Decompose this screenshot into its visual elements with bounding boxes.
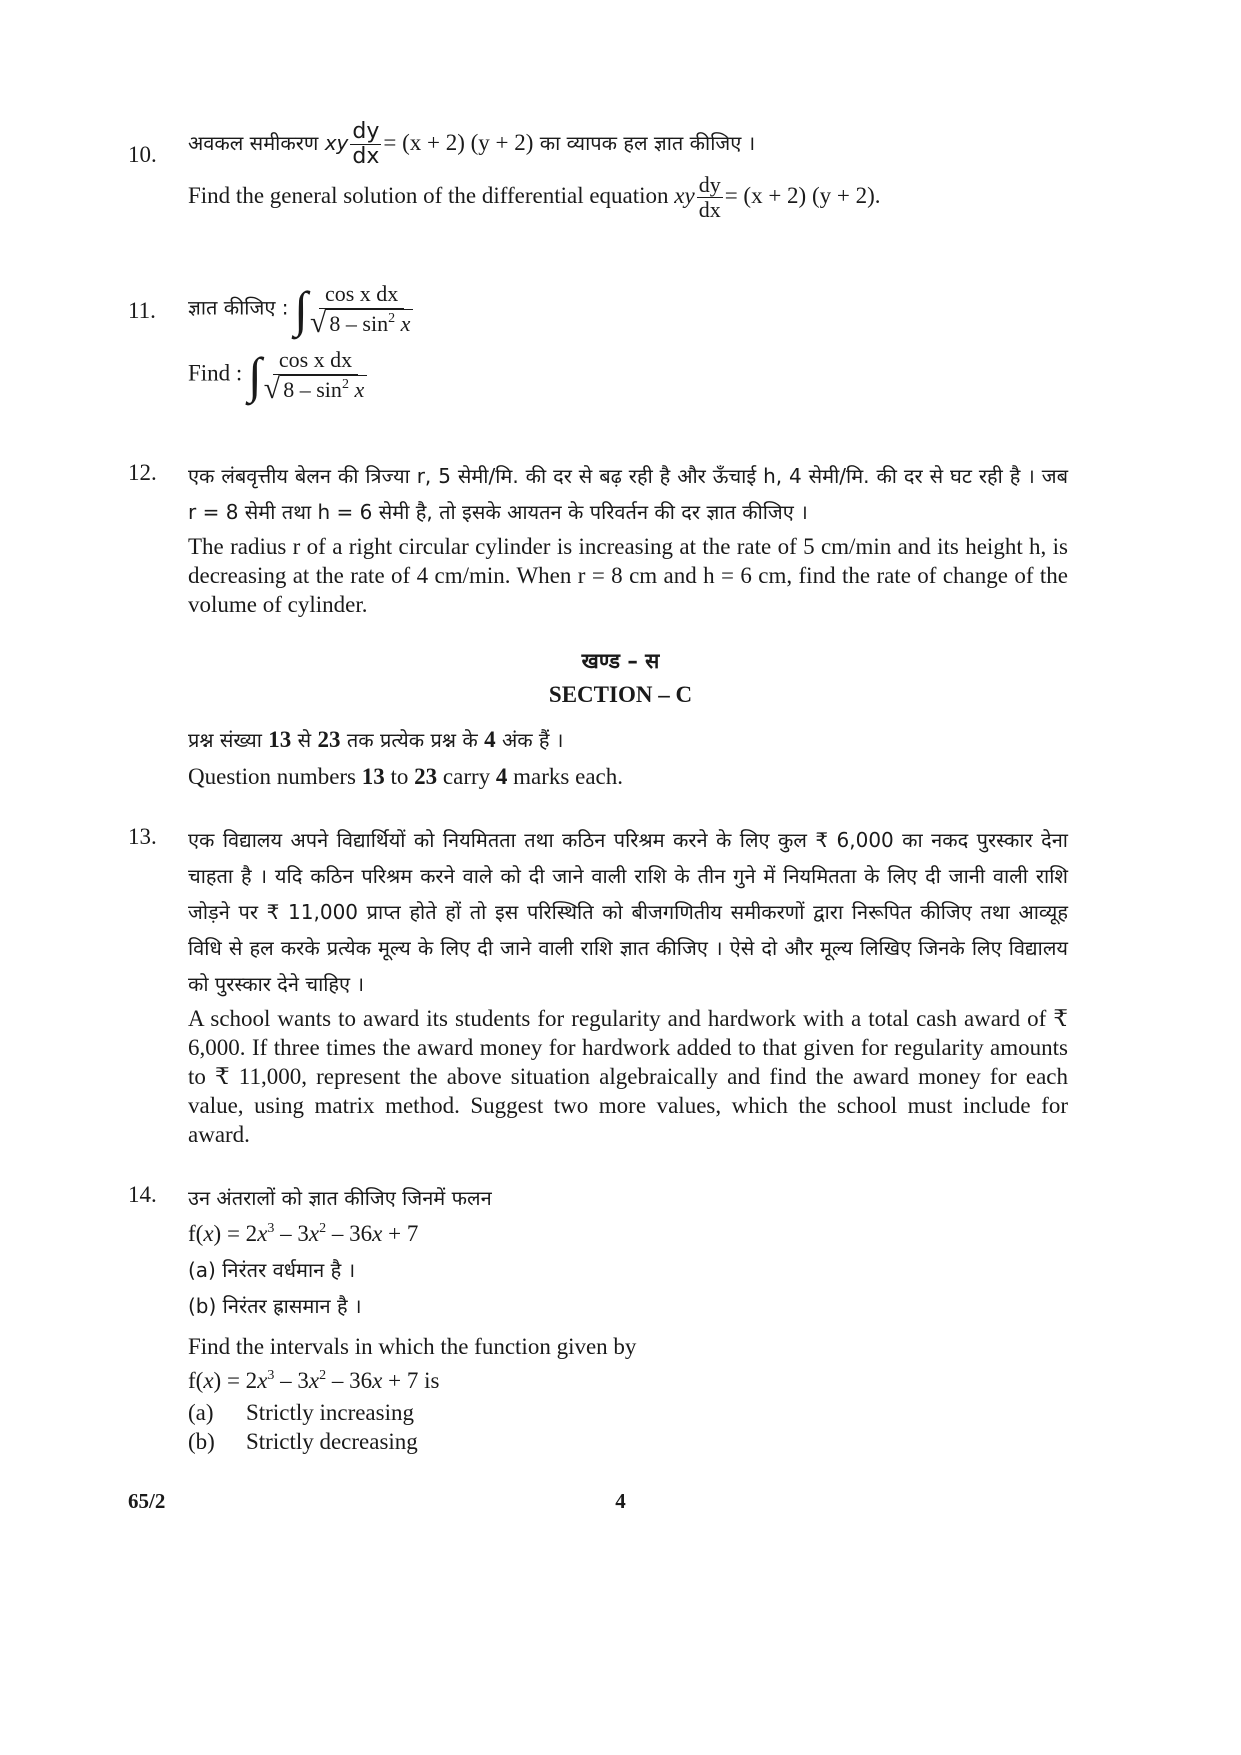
question-hindi-intro: उन अंतरालों को ज्ञात कीजिए जिनमें फलन [188,1186,492,1210]
option-label: (b) [188,1429,215,1454]
function-definition-english [188,1364,1068,1398]
math-variable: x [308,1368,320,1393]
question-hindi: एक लंबवृत्तीय बेलन की त्रिज्या r, 5 सेमी/मि. की दर से बढ़ रही है और ऊँचाई h, 4 सेमी/मि. की दर से घट रही है । जब r = 8 सेमी तथा h = 6 सेमी है, तो इसके आयतन के परिवर्तन की दर ज्ञात कीजिए । [188,464,1068,524]
note-number: 4 [484,727,496,752]
math-text: xy [324,131,349,155]
section-title-english: SECTION – C [548,682,693,707]
derivative-fraction [350,120,381,169]
function-definition [188,1216,1068,1252]
note-text: marks each. [513,764,623,789]
math-text: is [418,1368,440,1393]
math-text: – 36 [326,1221,373,1246]
hindi-text: का व्यापक हल ज्ञात कीजिए । [539,131,756,155]
math-text: xy [674,182,695,208]
note-text: अंक हैं । [501,728,564,752]
paper-code: 65/2 [128,1489,166,1513]
exponent: 2 [319,1221,327,1236]
question-12 [128,458,1068,619]
hindi-text: ज्ञात कीजिए : [188,295,289,320]
note-number: 23 [414,764,438,789]
math-text: – 3 [274,1221,309,1246]
question-english: A school wants to award its students for regularity and hardwork with a total cash award of ₹ 6,000. If three times the award money for hardwork added to that given for regularity amounts to ₹ 11,000, represent the above situation algebraically and find the award money for each value, using matrix method. Suggest two more values, which the school must include for award. [188,1006,1068,1147]
exponent: 2 [388,311,396,326]
section-title-hindi: खण्ड – स [581,649,660,673]
math-variable: x [400,311,411,336]
math-variable: x [257,1368,268,1393]
math-variable: x [354,377,365,402]
note-text: तक प्रत्येक प्रश्न के [346,728,478,752]
english-option-b [188,1427,1068,1456]
question-hindi [188,120,1068,169]
note-number: 4 [495,764,508,789]
math-text: + 7 [382,1368,419,1393]
square-root [263,372,367,405]
question-english: The radius r of a right circular cylinder is increasing at the rate of 5 cm/min and its height h, is decreasing at the rate of 4 cm/min. When r = 8 cm and h = 6 cm, find the rate of change of the volume of cylinder. [188,534,1068,617]
fraction-numerator: cos x dx [273,346,358,375]
question-number: 14. [128,1182,157,1207]
derivative-fraction [697,173,723,222]
denominator-text: 8 – sin [329,311,389,336]
note-text: प्रश्न संख्या [188,728,262,752]
math-text: = (x + 2) (y + 2) [383,130,534,155]
fraction-denominator: dx [698,197,721,222]
hindi-option-b: (b) निरंतर ह्रासमान है । [188,1294,362,1318]
question-number: 13. [128,824,157,849]
fraction-numerator: cos x dx [319,280,404,309]
math-text: f( [188,1221,204,1246]
fraction-numerator: dy [698,172,721,197]
hindi-text: अवकल समीकरण [188,131,319,155]
note-text: से [297,728,312,752]
question-11 [128,280,1068,404]
exponent: 2 [319,1368,327,1383]
question-number: 11. [128,298,156,323]
integral-sign: ∫ [248,347,262,403]
math-text: – 3 [274,1368,309,1393]
denominator-text: 8 – sin [283,377,342,402]
math-variable: x [203,1368,214,1393]
math-text: f( [188,1368,204,1393]
math-variable: x [308,1221,320,1246]
sqrt-icon: √ [263,372,281,405]
section-note-english [188,762,1068,791]
sqrt-icon: √ [309,306,327,339]
note-text: Question numbers [188,764,357,789]
math-text: ) = 2 [213,1221,258,1246]
exponent: 3 [267,1368,275,1383]
question-13 [128,822,1068,1149]
fraction-numerator: dy [352,119,380,144]
math-text: ) = 2 [213,1368,258,1393]
math-variable: x [372,1221,383,1246]
option-label: (a) [188,1400,214,1425]
page-number: 4 [615,1489,626,1513]
section-note [188,722,1068,791]
math-text: = (x + 2) (y + 2). [724,182,881,208]
hindi-option-a: (a) निरंतर वर्धमान है । [188,1258,356,1282]
english-text: Find : [188,360,243,386]
square-root [309,306,413,339]
question-10 [128,120,1068,222]
option-text: Strictly decreasing [246,1429,418,1454]
note-text: to [390,764,409,789]
math-variable: x [372,1368,383,1393]
exponent: 2 [341,377,349,392]
math-variable: x [203,1221,214,1246]
note-number: 13 [268,727,292,752]
english-text: Find the general solution of the differential equation [188,182,669,208]
note-text: carry [442,764,491,789]
note-number: 23 [317,727,341,752]
math-text: – 36 [326,1368,373,1393]
question-english-intro: Find the intervals in which the function given by [188,1334,637,1359]
question-number: 10. [128,142,157,167]
question-english [188,346,1068,404]
question-hindi [188,280,1068,338]
integrand-fraction [310,280,413,338]
math-variable: x [257,1221,268,1246]
fraction-denominator: dx [352,144,380,169]
integrand-fraction [264,346,367,404]
option-text: Strictly increasing [246,1400,414,1425]
question-english [188,173,1068,222]
question-number: 12. [128,460,157,485]
math-text: + 7 [382,1221,419,1246]
note-number: 13 [361,764,385,789]
exponent: 3 [267,1221,275,1236]
integral-sign: ∫ [294,281,308,337]
question-14 [128,1180,1068,1456]
english-option-a [188,1398,1068,1427]
question-hindi: एक विद्यालय अपने विद्यार्थियों को नियमितता तथा कठिन परिश्रम करने के लिए कुल ₹ 6,000 का नकद पुरस्कार देना चाहता है । यदि कठिन परिश्रम करने वाले को दी जाने वाली राशि के तीन गुने में नियमितता के लिए दी जानी वाली राशि जोड़ने पर ₹ 11,000 प्राप्त होते हों तो इस परिस्थिति को बीजगणितीय समीकरणों द्वारा निरूपित कीजिए तथा आव्यूह विधि से हल करके प्रत्येक मूल्य के लिए दी जाने वाली राशि ज्ञात कीजिए । ऐसे दो और मूल्य लिखिए जिनके लिए विद्यालय को पुरस्कार देने चाहिए । [188,828,1068,996]
section-note-hindi [188,722,1068,758]
